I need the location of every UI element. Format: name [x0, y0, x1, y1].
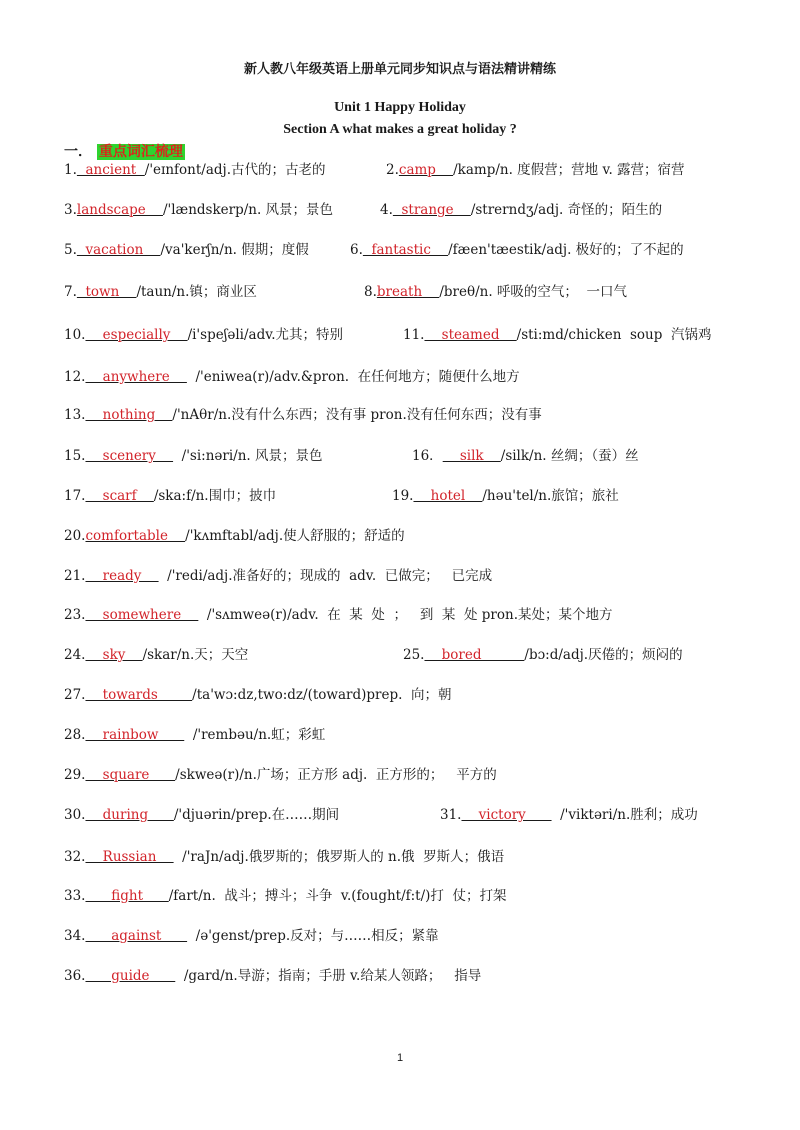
- vocab-answer: steamed: [424, 327, 517, 343]
- vocab-number: 2.: [386, 162, 399, 178]
- vocab-number: 12.: [64, 369, 86, 385]
- heading-label: 重点词汇梳理: [98, 144, 183, 160]
- vocab-entry: [64, 445, 322, 467]
- vocab-answer: sky: [85, 647, 143, 663]
- vocab-number: 28.: [64, 727, 86, 743]
- vocab-entry: [403, 324, 711, 346]
- vocab-entry: [64, 804, 339, 826]
- vocab-definition: /i'speʃəli/adv.尤其；特别: [187, 327, 344, 343]
- vocab-definition: /taun/n.镇；商业区: [136, 284, 257, 300]
- vocab-entry: [412, 445, 639, 467]
- vocab-number: 5.: [64, 242, 77, 258]
- vocab-number: 27.: [64, 687, 86, 703]
- vocab-entry: [64, 281, 257, 303]
- vocab-number: 25.: [403, 647, 425, 663]
- vocab-answer: victory: [461, 807, 552, 823]
- section-title: Section A what makes a great holiday ?: [283, 122, 517, 137]
- vocab-definition: /sti:md/chicken soup 汽锅鸡: [516, 327, 712, 343]
- vocab-answer: anywhere: [85, 369, 187, 385]
- vocab-entry: [64, 846, 504, 868]
- vocab-definition: /breθ/n. 呼吸的空气； 一口气: [439, 284, 627, 300]
- vocab-entry: [64, 366, 520, 388]
- vocab-answer: nothing: [85, 407, 173, 423]
- vocab-number: 6.: [350, 242, 363, 258]
- vocab-answer: guide: [85, 968, 176, 984]
- vocab-number: 21.: [64, 568, 86, 584]
- vocab-number: 31.: [440, 807, 462, 823]
- vocab-answer: bored: [424, 647, 525, 663]
- vocab-definition: /'redi/adj.准备好的；现成的 adv. 已做完； 已完成: [158, 568, 493, 584]
- vocab-answer: scenery: [85, 448, 174, 464]
- vocab-entry: [64, 965, 481, 987]
- vocab-definition: /'si:nəri/n. 风景；景色: [173, 448, 323, 464]
- page-number: 1: [396, 1052, 404, 1064]
- vocab-definition: /'lændskerp/n. 风景；景色: [162, 202, 334, 218]
- vocab-number: 7.: [64, 284, 77, 300]
- vocab-answer: against: [85, 928, 188, 944]
- vocab-number: 3.: [64, 202, 77, 218]
- vocab-answer: silk: [442, 448, 501, 464]
- vocab-definition: /ta'wɔ:dz,two:dz/(toward)prep. 向；朝: [192, 687, 452, 703]
- vocab-entry: [380, 199, 662, 221]
- vocab-number: 10.: [64, 327, 86, 343]
- vocab-definition: /'nAθr/n.没有什么东西；没有事 pron.没有任何东西；没有事: [172, 407, 542, 423]
- vocab-entry: [403, 644, 683, 666]
- vocab-definition: /'raJn/adj.俄罗斯的；俄罗斯人的 n.俄 罗斯人；俄语: [173, 849, 505, 865]
- vocab-definition: /həu'tel/n.旅馆；旅社: [482, 488, 619, 504]
- vocab-answer: ancient: [76, 162, 145, 178]
- vocab-number: 36.: [64, 968, 86, 984]
- vocab-definition: /'sʌmweə(r)/adv. 在 某 处 ； 到 某 处 pron.某处；某个地方: [198, 607, 613, 623]
- vocab-entry: [64, 525, 405, 547]
- vocab-number: 34.: [64, 928, 86, 944]
- document-title: 新人教八年级英语上册单元同步知识点与语法精讲精练: [243, 62, 556, 77]
- vocab-definition: /ska:f/n.围巾；披巾: [153, 488, 277, 504]
- vocab-entry: [64, 885, 507, 907]
- vocab-number: 33.: [64, 888, 86, 904]
- vocab-entry: [386, 159, 685, 181]
- vocab-entry: [64, 324, 343, 346]
- vocab-answer: town: [76, 284, 137, 300]
- vocab-entry: [64, 239, 309, 261]
- vocab-entry: [64, 724, 325, 746]
- vocab-definition: /skar/n.天；天空: [142, 647, 249, 663]
- vocab-definition: /silk/n. 丝绸；（蚕）丝: [500, 448, 639, 464]
- vocab-answer: especially: [85, 327, 188, 343]
- vocab-answer: scarf: [85, 488, 154, 504]
- vocab-definition: /va'kerʃn/n. 假期；度假: [160, 242, 309, 258]
- vocab-answer: strange: [392, 202, 471, 218]
- vocab-entry: [64, 644, 248, 666]
- vocab-answer: fantastic: [362, 242, 449, 258]
- vocab-number: 8.: [364, 284, 377, 300]
- vocab-answer: towards: [85, 687, 193, 703]
- vocab-number: 29.: [64, 767, 86, 783]
- vocab-definition: /'kʌmftabl/adj.使人舒服的；舒适的: [185, 528, 405, 544]
- vocab-answer: comfortable: [85, 528, 186, 544]
- vocab-definition: /'eɪnfont/adj.古代的；古老的: [144, 162, 326, 178]
- vocab-entry: [392, 485, 619, 507]
- vocab-answer: somewhere: [85, 607, 199, 623]
- vocab-definition: /'rembəu/n.虹；彩虹: [184, 727, 326, 743]
- vocab-number: 4.: [380, 202, 393, 218]
- vocab-number: 1.: [64, 162, 77, 178]
- vocab-answer: Russian: [85, 849, 174, 865]
- vocab-number: 13.: [64, 407, 86, 423]
- vocab-entry: [64, 485, 276, 507]
- vocab-definition: /gard/n.导游；指南；手册 v.给某人领路； 指导: [175, 968, 482, 984]
- vocab-entry: [64, 565, 492, 587]
- vocab-answer: landscape: [76, 202, 163, 218]
- vocab-answer: rainbow: [85, 727, 185, 743]
- vocab-answer: hotel: [413, 488, 483, 504]
- vocab-definition: /ə'genst/prep.反对；与……相反；紧靠: [187, 928, 439, 944]
- vocab-definition: /skweə(r)/n.广场；正方形 adj. 正方形的； 平方的: [175, 767, 497, 783]
- vocab-entry: [440, 804, 698, 826]
- vocab-number: 11.: [403, 327, 425, 343]
- unit-title: Unit 1 Happy Holiday: [334, 100, 466, 115]
- vocab-answer: fight: [85, 888, 169, 904]
- vocab-entry: [64, 925, 439, 947]
- vocab-entry: [64, 159, 326, 181]
- vocab-entry: [350, 239, 684, 261]
- vocab-heading: [64, 141, 185, 161]
- vocab-number: 17.: [64, 488, 86, 504]
- vocab-number: 20.: [64, 528, 86, 544]
- vocab-number: 32.: [64, 849, 86, 865]
- vocab-definition: /'viktəri/n.胜利；成功: [551, 807, 698, 823]
- vocab-entry: [364, 281, 627, 303]
- vocab-entry: [64, 199, 333, 221]
- vocab-definition: /strerndʒ/adj. 奇怪的；陌生的: [470, 202, 663, 218]
- vocab-definition: /kamp/n. 度假营；营地 v. 露营；宿营: [453, 162, 685, 178]
- vocab-number: 24.: [64, 647, 86, 663]
- vocab-definition: /'eniwea(r)/adv.&pron. 在任何地方；随便什么地方: [186, 369, 520, 385]
- vocab-answer: breath: [376, 284, 440, 300]
- vocab-answer: during: [85, 807, 174, 823]
- vocab-definition: /'djuərin/prep.在……期间: [173, 807, 340, 823]
- vocab-number: 30.: [64, 807, 86, 823]
- vocab-number: 23.: [64, 607, 86, 623]
- vocab-entry: [64, 404, 542, 426]
- vocab-number: 16．: [412, 448, 443, 464]
- vocab-number: 15.: [64, 448, 86, 464]
- vocab-answer: camp: [398, 162, 454, 178]
- vocab-entry: [64, 764, 497, 786]
- vocab-answer: vacation: [76, 242, 161, 258]
- vocab-definition: /bɔ:d/adj.厌倦的；烦闷的: [524, 647, 683, 663]
- heading-prefix: 一．: [64, 144, 92, 160]
- vocab-answer: ready: [85, 568, 159, 584]
- vocab-definition: /fart/n. 战斗；搏斗；斗争 v.(fought/f:t/)打 仗；打架: [168, 888, 507, 904]
- vocab-number: 19.: [392, 488, 414, 504]
- vocab-entry: [64, 684, 451, 706]
- vocab-definition: /fæen'tæestik/adj. 极好的；了不起的: [448, 242, 684, 258]
- vocab-answer: square: [85, 767, 176, 783]
- vocab-entry: [64, 604, 613, 626]
